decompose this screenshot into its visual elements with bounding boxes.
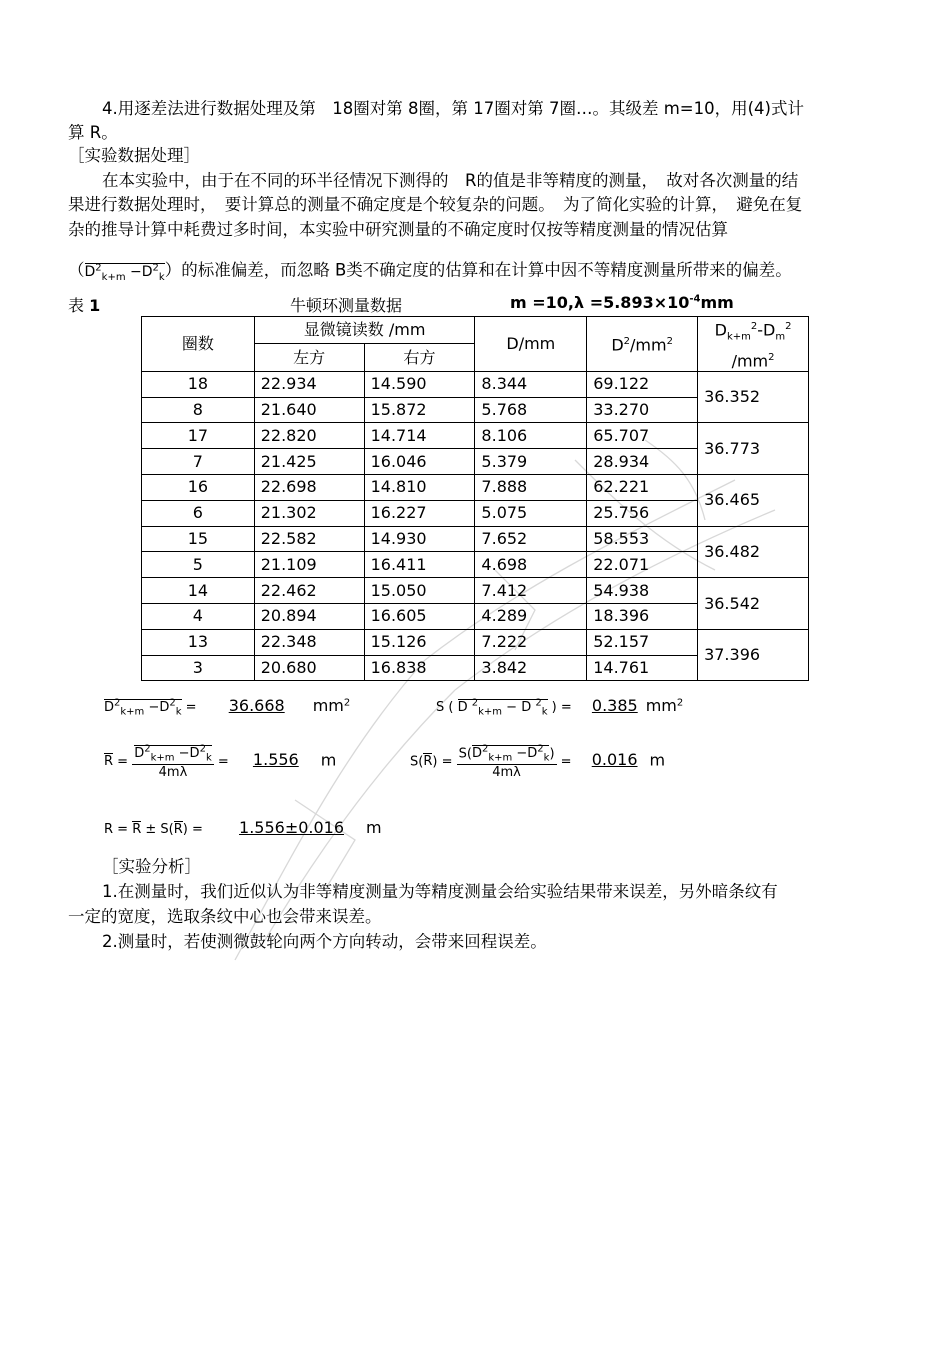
cell-left: 20.680 <box>254 655 364 681</box>
cell-right: 16.227 <box>364 500 475 526</box>
value-r-mean: 1.556 <box>252 750 299 770</box>
cell-diff: 36.482 <box>698 526 809 578</box>
table-label: 表 1 <box>68 296 101 315</box>
cell-diff: 36.352 <box>698 371 809 423</box>
cell-left: 22.348 <box>254 629 364 655</box>
table-row <box>142 423 809 449</box>
processing-para-line-4: $(D^2_{k+m} -D^2_k)$的标准偏差，而忽略 B类不确定度的估算和在计算中因不等精度测量所带来的偏差。 <box>68 260 792 283</box>
cell-right: 15.126 <box>364 629 475 655</box>
cell-right: 16.046 <box>364 449 475 475</box>
section-heading-analysis: ［实验分析］ <box>102 857 201 876</box>
analysis-item-2: 2.测量时，若使测微鼓轮向两个方向转动，会带来回程误差。 <box>102 932 547 951</box>
table-row <box>142 629 809 655</box>
table-row <box>142 371 809 397</box>
value-r-std: 0.016 <box>591 750 638 770</box>
cell-right: 14.810 <box>364 475 475 501</box>
cell-left: 22.820 <box>254 423 364 449</box>
cell-d: 5.075 <box>475 500 587 526</box>
cell-right: 16.411 <box>364 552 475 578</box>
cell-right: 16.605 <box>364 604 475 630</box>
cell-circle: 13 <box>142 629 255 655</box>
cell-d2: 33.270 <box>587 397 698 423</box>
value-r-final: 1.556±0.016 <box>239 818 345 837</box>
cell-left: 22.462 <box>254 578 364 604</box>
newton-ring-table <box>141 316 809 681</box>
processing-para-line-3: 杂的推导计算中耗费过多时间，本实验中研究测量的不确定度时仅按等精度测量的情况估算 <box>68 220 728 239</box>
cell-d: 4.698 <box>475 552 587 578</box>
cell-d2: 69.122 <box>587 371 698 397</box>
cell-d: 7.888 <box>475 475 587 501</box>
cell-circle: 8 <box>142 397 255 423</box>
cell-circle: 17 <box>142 423 255 449</box>
cell-right: 14.590 <box>364 371 475 397</box>
cell-left: 21.109 <box>254 552 364 578</box>
cell-d2: 65.707 <box>587 423 698 449</box>
processing-para-line-1: 在本实验中，由于在不同的环半径情况下测得的 R的值是非等精度的测量， 故对各次测量的结 <box>102 171 799 190</box>
value-mean-diff: 36.668 <box>228 696 285 715</box>
cell-circle: 16 <box>142 475 255 501</box>
cell-circle: 3 <box>142 655 255 681</box>
header-diff: $D_{k+m}^2-D_m^2$ $/mm^2$ <box>698 317 809 372</box>
table-row <box>142 578 809 604</box>
table-row <box>142 526 809 552</box>
cell-d2: 25.756 <box>587 500 698 526</box>
cell-left: 22.698 <box>254 475 364 501</box>
cell-right: 14.714 <box>364 423 475 449</box>
cell-circle: 5 <box>142 552 255 578</box>
cell-right: 16.838 <box>364 655 475 681</box>
header-left: 左方 <box>254 344 364 371</box>
cell-right: 14.930 <box>364 526 475 552</box>
header-d: D/mm <box>475 317 587 372</box>
cell-d2: 52.157 <box>587 629 698 655</box>
cell-d: 8.106 <box>475 423 587 449</box>
cell-diff: 36.465 <box>698 475 809 527</box>
cell-d2: 18.396 <box>587 604 698 630</box>
header-d2: $D^2/mm^2$ <box>587 317 698 372</box>
cell-left: 20.894 <box>254 604 364 630</box>
formula-std-diff: S ( D $^2_{k+m}$ − D $^2_k$ ) = 0.385 $mm^2$ <box>436 696 684 718</box>
cell-d: 7.222 <box>475 629 587 655</box>
cell-d2: 22.071 <box>587 552 698 578</box>
analysis-item-1-line-2: 一定的宽度，选取条纹中心也会带来误差。 <box>68 907 382 926</box>
cell-circle: 18 <box>142 371 255 397</box>
cell-left: 22.582 <box>254 526 364 552</box>
cell-left: 21.425 <box>254 449 364 475</box>
cell-d: 5.768 <box>475 397 587 423</box>
cell-diff: 36.773 <box>698 423 809 475</box>
cell-d2: 62.221 <box>587 475 698 501</box>
cell-left: 21.302 <box>254 500 364 526</box>
cell-d2: 14.761 <box>587 655 698 681</box>
cell-circle: 14 <box>142 578 255 604</box>
formula-mean-diff: $D^2_{k+m} -D^2_k = 36.668$ $mm^2$ <box>104 696 351 718</box>
header-right: 右方 <box>364 344 475 371</box>
cell-right: 15.050 <box>364 578 475 604</box>
formula-r-std: S(R) = $\frac{S(D^2_{k+m} -D^2_k)}{4m\lambda}$ = 0.016 m <box>410 744 666 780</box>
processing-para-tail: ）的标准偏差，而忽略 B类不确定度的估算和在计算中因不等精度测量所带来的偏差。 <box>164 260 792 280</box>
formula-r-mean: R = $\frac{D^2_{k+m} -D^2_k}{4m\lambda}$ = 1.556 m <box>104 744 337 780</box>
cell-d2: 54.938 <box>587 578 698 604</box>
value-std-diff: 0.385 <box>591 696 638 715</box>
cell-d: 8.344 <box>475 371 587 397</box>
section-heading-processing: ［实验数据处理］ <box>68 146 200 165</box>
cell-d: 5.379 <box>475 449 587 475</box>
cell-d: 7.412 <box>475 578 587 604</box>
processing-para-line-2: 果进行数据处理时， 要计算总的测量不确定度是个较复杂的问题。 为了简化实验的计算， 避免在复 <box>68 195 803 214</box>
table-row <box>142 475 809 501</box>
table-params: $m =10,\lambda =5.893\times 10^{-4}mm$ <box>510 293 734 312</box>
intro-line-1: 4.用逐差法进行数据处理及第 18圈对第 8圈，第 17圈对第 7圈…。其级差 m=10，用(4)式计 <box>102 99 804 118</box>
formula-r-final: R = R ± S(R) = 1.556±0.016 m <box>104 818 382 837</box>
cell-circle: 7 <box>142 449 255 475</box>
analysis-item-1-line-1: 1.在测量时，我们近似认为非等精度测量为等精度测量会给实验结果带来误差，另外暗条纹有 <box>102 882 778 901</box>
cell-d: 7.652 <box>475 526 587 552</box>
cell-d: 4.289 <box>475 604 587 630</box>
header-reading: 显微镜读数 /mm <box>254 317 475 344</box>
cell-circle: 15 <box>142 526 255 552</box>
cell-left: 21.640 <box>254 397 364 423</box>
cell-d: 3.842 <box>475 655 587 681</box>
cell-d2: 28.934 <box>587 449 698 475</box>
cell-left: 22.934 <box>254 371 364 397</box>
table-title: 牛顿环测量数据 <box>290 296 403 315</box>
cell-circle: 6 <box>142 500 255 526</box>
cell-d2: 58.553 <box>587 526 698 552</box>
header-circle: 圈数 <box>142 317 255 372</box>
intro-line-2: 算 R。 <box>68 123 118 142</box>
cell-circle: 4 <box>142 604 255 630</box>
cell-diff: 37.396 <box>698 629 809 681</box>
cell-right: 15.872 <box>364 397 475 423</box>
cell-diff: 36.542 <box>698 578 809 630</box>
